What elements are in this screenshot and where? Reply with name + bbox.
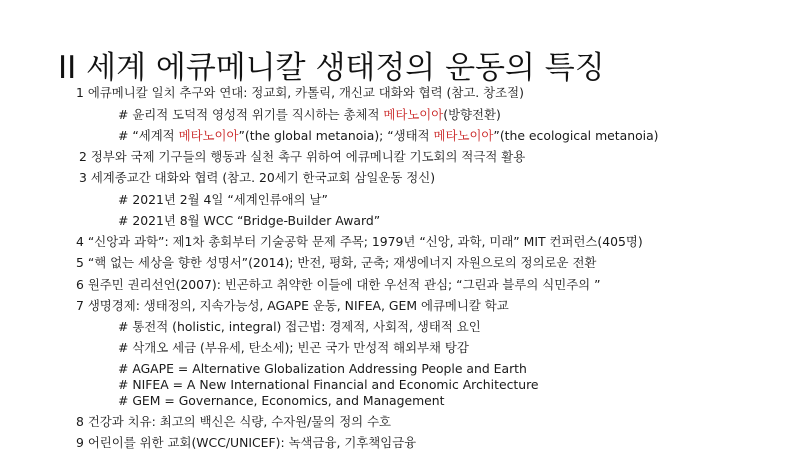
item-7-sub-4 xyxy=(118,377,539,393)
line-text: 6 원주민 권리선언(2007): 빈곤하고 취약한 이들에 대한 우선적 관심; “그린과 블루의 식민주의 ” xyxy=(76,277,601,292)
line-text: # GEM = Governance, Economics, and Management xyxy=(118,393,445,408)
highlight-term: 메타노이아 xyxy=(178,128,239,143)
line-text: # “세계적 xyxy=(118,128,179,143)
line-text: 9 어린이를 위한 교회(WCC/UNICEF): 녹색금융, 기후책임금융 xyxy=(76,435,417,450)
item-7 xyxy=(76,298,509,314)
item-3-sub-2 xyxy=(118,213,380,229)
line-text: # 통전적 (holistic, integral) 접근법: 경제적, 사회적, 생태적 요인 xyxy=(118,319,481,334)
line-text: # 2021년 2월 4일 “세계인류애의 날” xyxy=(118,192,328,207)
line-text: # 삭개오 세금 (부유세, 탄소세); 빈곤 국가 만성적 해외부채 탕감 xyxy=(118,340,469,355)
line-text: # 윤리적 도덕적 영성적 위기를 직시하는 총체적 xyxy=(118,107,384,122)
highlight-term: 메타노이아 xyxy=(383,107,444,122)
item-4 xyxy=(76,234,643,250)
item-7-sub-2 xyxy=(118,340,469,356)
line-text: 4 “신앙과 과학”: 제1차 총회부터 기술공학 문제 주목; 1979년 “신앙, 과학, 미래” MIT 컨퍼런스(405명) xyxy=(76,234,643,249)
line-text: # 2021년 8월 WCC “Bridge-Builder Award” xyxy=(118,213,381,228)
line-text: ”(the ecological metanoia) xyxy=(493,128,659,143)
line-text: # AGAPE = Alternative Globalization Addressing People and Earth xyxy=(118,361,527,376)
line-text: 3 세계종교간 대화와 협력 (참고. 20세기 한국교회 삼일운동 정신) xyxy=(79,170,436,185)
highlight-term: 메타노이아 xyxy=(433,128,494,143)
item-2 xyxy=(79,149,525,165)
item-7-sub-3 xyxy=(118,361,527,377)
item-1 xyxy=(76,85,524,101)
item-3-sub-1 xyxy=(118,192,328,208)
line-text: 1 에큐메니칼 일치 추구와 연대: 정교회, 카톨릭, 개신교 대화와 협력 (참고. 창조절) xyxy=(76,85,524,100)
page-title: II 세계 에큐메니칼 생태정의 운동의 특징 xyxy=(58,50,605,86)
item-7-sub-1 xyxy=(118,319,481,335)
line-text: # NIFEA = A New International Financial and Economic Architecture xyxy=(118,377,539,392)
item-8 xyxy=(76,414,391,430)
line-text: 2 정부와 국제 기구들의 행동과 실천 촉구 위하여 에큐메니칼 기도회의 적극적 활용 xyxy=(79,149,526,164)
line-text: 7 생명경제: 생태정의, 지속가능성, AGAPE 운동, NIFEA, GEM 에큐메니칼 학교 xyxy=(76,298,509,313)
item-9 xyxy=(76,435,416,451)
item-6 xyxy=(76,277,601,293)
item-5 xyxy=(76,255,596,271)
line-text: 5 “핵 없는 세상을 향한 성명서”(2014); 반전, 평화, 군축; 재생에너지 자원으로의 정의로운 전환 xyxy=(76,255,597,270)
item-3 xyxy=(79,170,435,186)
item-1-sub-2 xyxy=(118,128,659,144)
line-text: (방향전환) xyxy=(443,107,501,122)
item-1-sub-1 xyxy=(118,107,501,123)
line-text: 8 건강과 치유: 최고의 백신은 식량, 수자원/물의 정의 수호 xyxy=(76,414,392,429)
item-7-sub-5 xyxy=(118,393,445,409)
line-text: ”(the global metanoia); “생태적 xyxy=(238,128,434,143)
